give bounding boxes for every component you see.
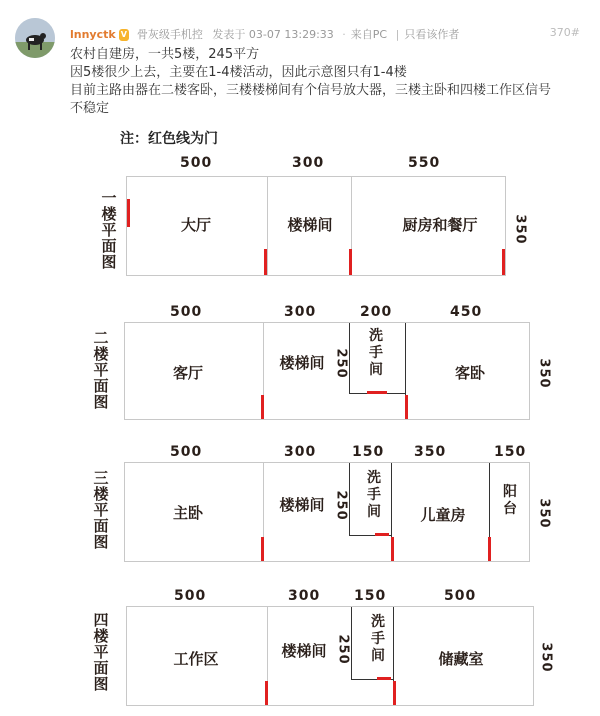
floor3-dim-3: 150 <box>352 444 385 460</box>
floor2-dim-1: 500 <box>170 304 203 320</box>
floor2-dim-3: 200 <box>360 304 393 320</box>
floor1-label: 一楼平面图 <box>101 189 117 271</box>
floor4-label: 四楼平面图 <box>93 611 109 693</box>
floor2-label: 二楼平面图 <box>93 329 109 411</box>
floor3-depth: 350 <box>536 498 552 529</box>
floor2-depth: 350 <box>536 358 552 389</box>
floor2-door <box>405 395 408 419</box>
floor1-dim-2: 300 <box>292 155 325 171</box>
floor3-room-stair: 楼梯间 <box>279 496 325 514</box>
floor3-door <box>391 537 394 561</box>
separator-dot: · <box>342 28 346 41</box>
floor4-dim-3: 150 <box>354 588 387 604</box>
floor4-dim-1: 500 <box>174 588 207 604</box>
post-line: 不稳定 <box>70 101 110 116</box>
post-content <box>70 46 585 118</box>
floor3-dim-2: 300 <box>284 444 317 460</box>
separator-pipe: | <box>395 28 400 41</box>
post-source: 来自PC <box>350 28 388 41</box>
floor3-bath-wall <box>349 463 350 535</box>
floor2-door <box>367 391 387 394</box>
floor2-bath-depth: 250 <box>333 348 349 379</box>
vip-badge: V <box>120 30 127 39</box>
floor2-room-stair: 楼梯间 <box>279 354 325 372</box>
floor3-dim-1: 500 <box>170 444 203 460</box>
floor2-room-living: 客厅 <box>172 364 203 382</box>
posted-prefix: 发表于 <box>212 28 246 41</box>
floor3-room-master: 主卧 <box>172 504 203 522</box>
floor3-dim-5: 150 <box>494 444 527 460</box>
floor1-door <box>502 249 505 275</box>
floor2-room-guest: 客卧 <box>454 364 485 382</box>
floor1-depth: 350 <box>512 214 528 245</box>
floor1-wall <box>267 177 268 275</box>
floor4-bath-wall <box>351 607 352 679</box>
floor3-room-bath: 洗手间 <box>367 470 381 520</box>
post-line: 目前主路由器在二楼客卧，三楼楼梯间有个信号放大器，三楼主卧和四楼工作区信号 <box>70 83 552 98</box>
floor2-dim-4: 450 <box>450 304 483 320</box>
user-group: 骨灰级手机控 <box>136 28 203 41</box>
floor4-bath-depth: 250 <box>335 634 351 665</box>
post-datetime: 03-07 13:29:33 <box>248 28 334 41</box>
floor4-door <box>393 681 396 705</box>
diagram-note: 注：红色线为门 <box>120 131 218 147</box>
floor4-depth: 350 <box>538 642 554 673</box>
floor1-door <box>349 249 352 275</box>
floor4-dim-4: 500 <box>444 588 477 604</box>
floor2-room-bath: 洗手间 <box>369 328 383 378</box>
floor1-door <box>264 249 267 275</box>
floor4-room-bath: 洗手间 <box>371 614 385 664</box>
floor3-room-balcony: 阳台 <box>503 484 517 517</box>
floor4-room-work: 工作区 <box>173 650 219 668</box>
author-only-link[interactable]: 只看该作者 <box>404 28 460 41</box>
floor-number[interactable]: 370# <box>549 26 580 39</box>
floor4-room-storage: 储藏室 <box>438 650 484 668</box>
floor3-door <box>488 537 491 561</box>
post-line: 农村自建房，一共5楼，245平方 <box>70 47 260 62</box>
floor2-bath-wall <box>349 323 350 393</box>
floor1-room-hall: 大厅 <box>180 216 211 234</box>
floor3-door <box>261 537 264 561</box>
floor3-room-kids: 儿童房 <box>420 506 466 524</box>
floor3-bath-depth: 250 <box>333 490 349 521</box>
floor4-door <box>265 681 268 705</box>
floor3-door <box>375 533 389 536</box>
avatar-image <box>15 18 55 58</box>
floor2-door <box>261 395 264 419</box>
floor4-dim-2: 300 <box>288 588 321 604</box>
floor4-room-stair: 楼梯间 <box>281 642 327 660</box>
avatar[interactable] <box>15 18 55 58</box>
floor1-room-kitchen: 厨房和餐厅 <box>402 216 478 234</box>
floor1-dim-1: 500 <box>180 155 213 171</box>
floor3-label: 三楼平面图 <box>93 469 109 551</box>
post-line: 因5楼很少上去，主要在1-4楼活动，因此示意图只有1-4楼 <box>70 65 407 80</box>
post-meta <box>70 26 580 42</box>
floor1-room-stair: 楼梯间 <box>287 216 333 234</box>
floor2-dim-2: 300 <box>284 304 317 320</box>
username-link[interactable]: lnnyctk <box>70 28 116 41</box>
floor3-dim-4: 350 <box>414 444 447 460</box>
floor1-door <box>127 199 130 227</box>
floor4-door <box>377 677 391 680</box>
floor1-dim-3: 550 <box>408 155 441 171</box>
